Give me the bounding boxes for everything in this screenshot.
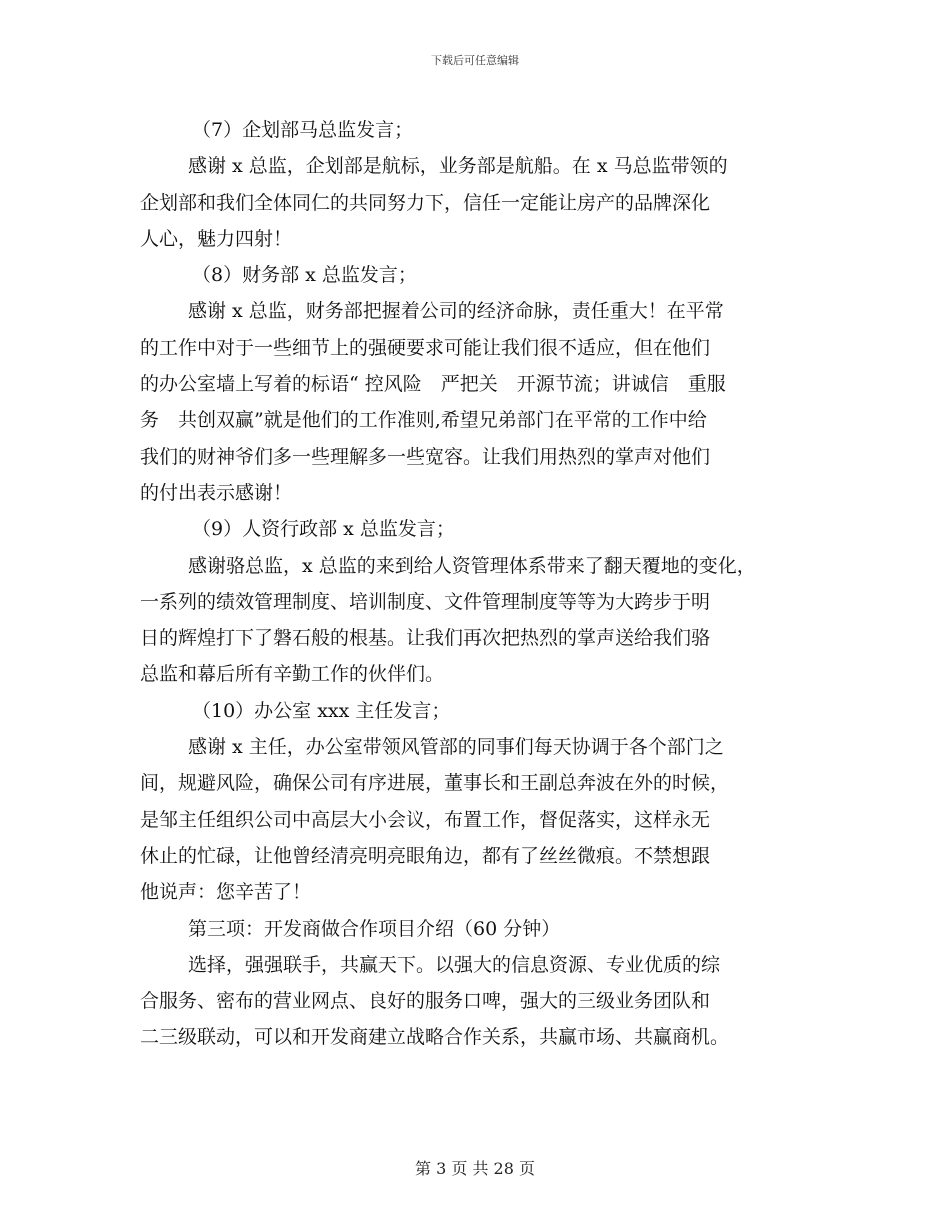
paragraph-line: 感谢 x 主任，办公室带领风管部的同事们每天协调于各个部门之 xyxy=(188,736,724,759)
paragraph-line: 感谢 x 总监，财务部把握着公司的经济命脉，责任重大！在平常 xyxy=(188,300,724,323)
paragraph-line: 间，规避风险，确保公司有序进展，董事长和王副总奔波在外的时候， xyxy=(140,772,730,795)
paragraph-line: 的办公室墙上写着的标语“ 控风险 严把关 开源节流；讲诚信 重服 xyxy=(140,373,726,396)
section-heading-item-3: 第三项：开发商做合作项目介绍（60 分钟） xyxy=(188,917,561,940)
paragraph-line: 总监和幕后所有辛勤工作的伙伴们。 xyxy=(140,663,445,686)
section-heading-8: （8）财务部 x 总监发言； xyxy=(192,264,417,287)
section-heading-10: （10）办公室 xxx 主任发言； xyxy=(192,699,451,722)
page-header-note: 下载后可任意编辑 xyxy=(431,54,519,67)
paragraph-line: 二三级联动，可以和开发商建立战略合作关系，共赢市场、共赢商机。 xyxy=(140,1026,730,1049)
paragraph-line: 务 共创双赢”就是他们的工作准则,希望兄弟部门在平常的工作中给 xyxy=(140,409,707,432)
paragraph-line: 人心，魅力四射！ xyxy=(140,227,293,250)
paragraph-line: 是邹主任组织公司中高层大小会议，布置工作，督促落实，这样永无 xyxy=(140,808,711,831)
paragraph-line: 企划部和我们全体同仁的共同努力下，信任一定能让房产的品牌深化 xyxy=(140,191,711,214)
paragraph-line: 休止的忙碌，让他曾经清亮明亮眼角边，都有了丝丝微痕。不禁想跟 xyxy=(140,844,711,867)
paragraph-line: 的付出表示感谢！ xyxy=(140,481,293,504)
paragraph-line: 日的辉煌打下了磐石般的根基。让我们再次把热烈的掌声送给我们骆 xyxy=(140,627,711,650)
document-body xyxy=(140,112,820,1056)
paragraph-line: 他说声：您辛苦了！ xyxy=(140,881,312,904)
paragraph-line: 我们的财神爷们多一些理解多一些宽容。让我们用热烈的掌声对他们 xyxy=(140,445,711,468)
paragraph-line: 感谢骆总监，x 总监的来到给人资管理体系带来了翻天覆地的变化， xyxy=(188,554,756,577)
section-heading-9: （9）人资行政部 x 总监发言； xyxy=(192,518,455,541)
paragraph-line: 选择，强强联手，共赢天下。以强大的信息资源、专业优质的综 xyxy=(188,953,721,976)
paragraph-line: 的工作中对于一些细节上的强硬要求可能让我们很不适应，但在他们 xyxy=(140,336,711,359)
paragraph-line: 感谢 x 总监，企划部是航标，业务部是航船。在 x 马总监带领的 xyxy=(188,155,728,178)
paragraph-line: 合服务、密布的营业网点、良好的服务口啤，强大的三级业务团队和 xyxy=(140,990,711,1013)
page-number-footer: 第 3 页 共 28 页 xyxy=(415,1159,535,1178)
paragraph-line: 一系列的绩效管理制度、培训制度、文件管理制度等等为大跨步于明 xyxy=(140,590,711,613)
section-heading-7: （7）企划部马总监发言； xyxy=(192,119,414,141)
